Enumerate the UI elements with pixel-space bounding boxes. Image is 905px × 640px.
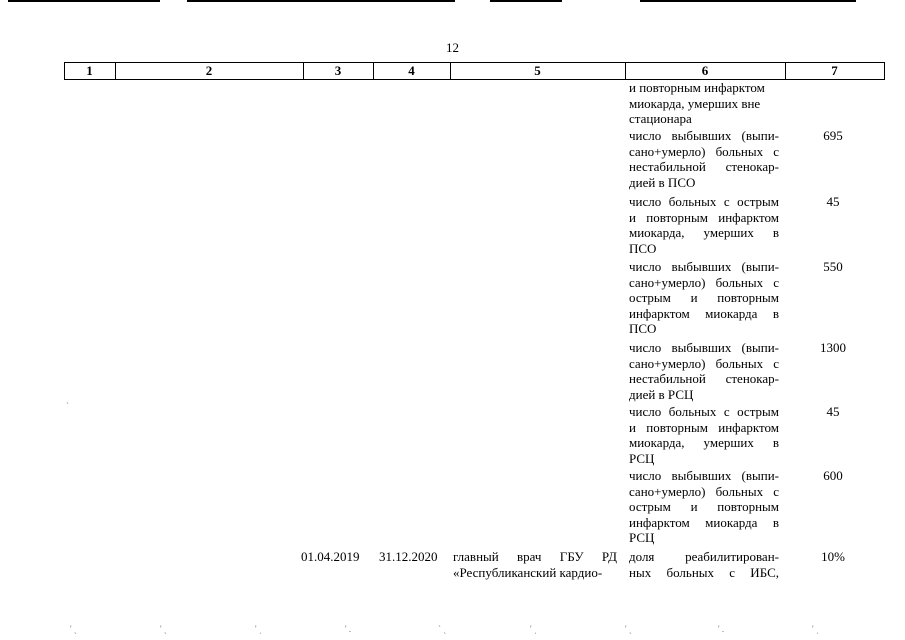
scan-speck: ' ˌ [812, 624, 819, 634]
scan-speck: ' ˌ [530, 624, 537, 634]
scan-speck: ' ˏ [160, 624, 167, 634]
responsible-line: «Республиканский кардио- [453, 564, 603, 580]
indicator-cell [629, 80, 779, 127]
indicator-line: инфарктом миокарда в [629, 305, 779, 321]
responsible-cell [453, 549, 617, 580]
indicator-line: дией в ПСО [629, 174, 696, 190]
indicator-line: стационара [629, 111, 692, 127]
indicator-line: сано+умерло) больных с [629, 143, 779, 159]
indicator-cell [629, 549, 779, 580]
indicator-line: нестабильной стенокар- [629, 159, 779, 175]
value-cell: 10% [821, 549, 845, 564]
indicator-cell [629, 194, 779, 256]
indicator-line: дией в РСЦ [629, 386, 694, 402]
indicator-line: число больных с острым [629, 194, 779, 209]
indicator-cell [629, 468, 779, 546]
page-number: 12 [446, 40, 459, 55]
indicator-line: и повторным инфарктом [629, 209, 779, 225]
start-date: 01.04.2019 [301, 549, 360, 564]
scan-speck: ' . [345, 624, 352, 634]
header-divider [884, 62, 885, 80]
end-date: 31.12.2020 [379, 549, 438, 564]
scan-speck: ` ˏ [438, 624, 447, 634]
indicator-line: миокарда, умерших в [629, 225, 779, 241]
header-top-rule [64, 62, 884, 63]
top-edge-line [490, 0, 562, 2]
column-header: 4 [408, 63, 415, 78]
indicator-line: число выбывших (выпи- [629, 259, 779, 274]
scan-speck: ' ˎ [70, 624, 77, 634]
indicator-line: доля реабилитирован- [629, 549, 779, 564]
indicator-line: и повторным инфарктом [629, 419, 779, 435]
indicator-line: число выбывших (выпи- [629, 340, 779, 355]
scan-speck: ' ˏ [625, 624, 632, 634]
scan-speck: ' . [718, 624, 725, 634]
indicator-cell [629, 128, 779, 190]
indicator-line: ПСО [629, 321, 657, 337]
indicator-line: ПСО [629, 240, 657, 256]
indicator-cell [629, 404, 779, 466]
top-edge-line [8, 0, 160, 2]
scan-speck: ' ˌ [255, 624, 262, 634]
indicator-line: РСЦ [629, 450, 655, 466]
indicator-line: число выбывших (выпи- [629, 468, 779, 483]
value-cell: 695 [823, 128, 843, 143]
indicator-line: сано+умерло) больных с [629, 483, 779, 499]
value-cell: 45 [826, 404, 840, 419]
indicator-line: и повторным инфарктом [629, 80, 765, 95]
value-cell: 1300 [820, 340, 846, 355]
indicator-line: миокарда, умерших в [629, 435, 779, 451]
column-header: 1 [86, 63, 93, 78]
value-cell: 45 [826, 194, 840, 209]
scan-speck: ˏ [66, 394, 69, 404]
indicator-line: ных больных с ИБС, [629, 564, 779, 580]
responsible-line: главный врач ГБУ РД [453, 549, 617, 564]
value-cell: 550 [823, 259, 843, 274]
column-header: 6 [701, 63, 709, 78]
indicator-line: нестабильной стенокар- [629, 371, 779, 387]
indicator-line: миокарда, умерших вне [629, 95, 761, 111]
indicator-line: РСЦ [629, 530, 655, 546]
indicator-line: острым и повторным [629, 290, 779, 306]
indicator-line: инфарктом миокарда в [629, 514, 779, 530]
indicator-line: острым и повторным [629, 499, 779, 515]
indicator-cell [629, 340, 779, 402]
column-header: 5 [534, 63, 541, 78]
column-header: 3 [334, 63, 342, 78]
top-edge-line [640, 0, 856, 2]
indicator-cell [629, 259, 779, 337]
column-header: 2 [205, 63, 213, 78]
indicator-line: сано+умерло) больных с [629, 274, 779, 290]
column-header: 7 [831, 63, 838, 78]
indicator-line: сано+умерло) больных с [629, 355, 779, 371]
top-edge-line [187, 0, 455, 2]
value-cell: 600 [823, 468, 843, 483]
indicator-line: число выбывших (выпи- [629, 128, 779, 143]
indicator-line: число больных с острым [629, 404, 779, 419]
